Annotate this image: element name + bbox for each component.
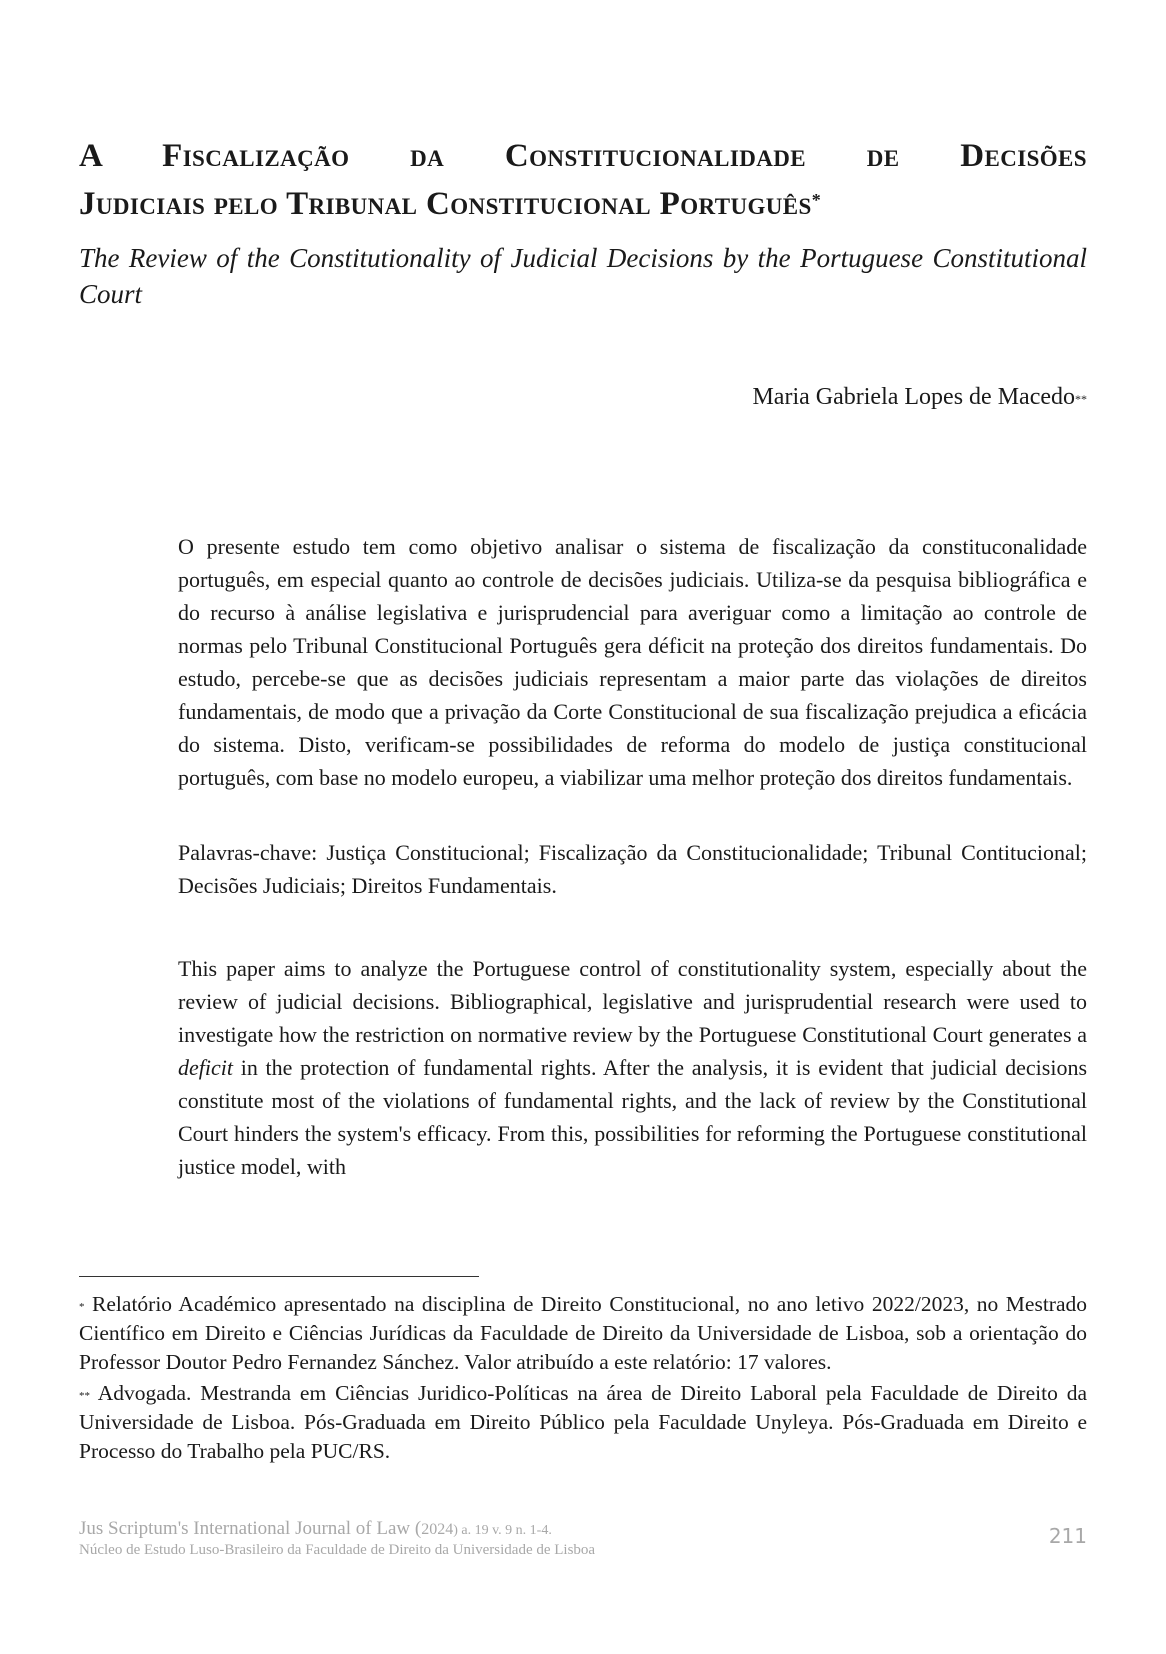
journal-year: 2024 (421, 1521, 454, 1538)
paper-subtitle: The Review of the Constitutionality of Judicial Decisions by the Portuguese Constitutional Court (79, 243, 1087, 309)
abstract-english-italic-term: deficit (178, 1055, 233, 1080)
journal-name: Jus Scriptum's International Journal of Law ( (79, 1518, 422, 1539)
footnote-1-marker: * (79, 1301, 85, 1313)
footnote-1-text: Relatório Académico apresentado na disciplina de Direito Constitucional, no ano letivo 2022/2023, no Mestrado Científico em Direito e Ciências Jurídicas da Faculdade de Direito da Universidade de Lisboa, sob a orientação do Professor Doutor Pedro Fernandez Sánchez. Valor atribuído a este relatório: 17 valores. (79, 1292, 1087, 1374)
page-number: 211 (1048, 1524, 1087, 1548)
abstract-portuguese: O presente estudo tem como objetivo analisar o sistema de fiscalização da constituconalidade português, em especial quanto ao controle de decisões judiciais. Utiliza-se da pesquisa bibliográfica e do recurso à análise legislativa e jurisprudencial para averiguar como a limitação ao controle de normas pelo Tribunal Constitucional Português gera déficit na proteção dos direitos fundamentais. Do estudo, percebe-se que as decisões judiciais representam a maior parte das violações de direitos fundamentais, de modo que a privação da Corte Constitucional de sua fiscalização prejudica a eficácia do sistema. Disto, verificam-se possibilidades de reforma do modelo de justiça constitucional português, com base no modelo europeu, a viabilizar uma melhor proteção dos direitos fundamentais. (178, 534, 1087, 790)
abstract-english-part-1: This paper aims to analyze the Portuguese control of constitutionality system, especially about the review of judicial decisions. Bibliographical, legislative and jurisprudential research were used to investigate how the restriction on normative review by the Portuguese Constitutional Court generates a (178, 956, 1087, 1047)
journal-volume-issue: v. 9 n. 1-4. (488, 1523, 552, 1538)
paper-title (79, 132, 1087, 228)
author-name: Maria Gabriela Lopes de Macedo (752, 384, 1075, 410)
keywords-portuguese: Palavras-chave: Justiça Constitucional; Fiscalização da Constitucionalidade; Tribunal Contitucional; Decisões Judiciais; Direitos Fundamentais. (178, 840, 1087, 898)
title-line-2: Judiciais pelo Tribunal Constitucional Português (79, 186, 812, 222)
journal-after-year: ) a. (453, 1523, 475, 1538)
author-footnote-marker[interactable]: ** (1075, 392, 1087, 406)
abstract-english-part-2: in the protection of fundamental rights. After the analysis, it is evident that judicial decisions constitute most of the violations of fundamental rights, and the lack of review by the Constitutional Court hinders the system's efficacy. From this, possibilities for reforming the Portuguese constitutional justice model, with (178, 1055, 1087, 1179)
title-footnote-marker[interactable]: * (811, 190, 822, 210)
footnote-1 (79, 1290, 1087, 1377)
footnote-divider (79, 1276, 479, 1277)
footnotes (79, 1290, 1087, 1468)
footnote-2-marker: ** (79, 1390, 90, 1402)
footnote-2 (79, 1379, 1087, 1466)
journal-volume-year: 19 (474, 1523, 489, 1538)
footnote-2-text: Advogada. Mestranda em Ciências Juridico-Políticas na área de Direito Laboral pela Faculdade de Direito da Universidade de Lisboa. Pós-Graduada em Direito Público pela Faculdade Unyleya. Pós-Graduada em Direito e Processo do Trabalho pela PUC/RS. (79, 1381, 1087, 1463)
journal-institute: Núcleo de Estudo Luso-Brasileiro da Faculdade de Direito da Universidade de Lisboa (79, 1542, 596, 1558)
title-line-1: A Fiscalização da Constitucionalidade de Decisões (79, 138, 1087, 174)
journal-citation (79, 1518, 552, 1542)
abstract-english (178, 952, 1087, 1183)
author-line (752, 381, 1087, 413)
